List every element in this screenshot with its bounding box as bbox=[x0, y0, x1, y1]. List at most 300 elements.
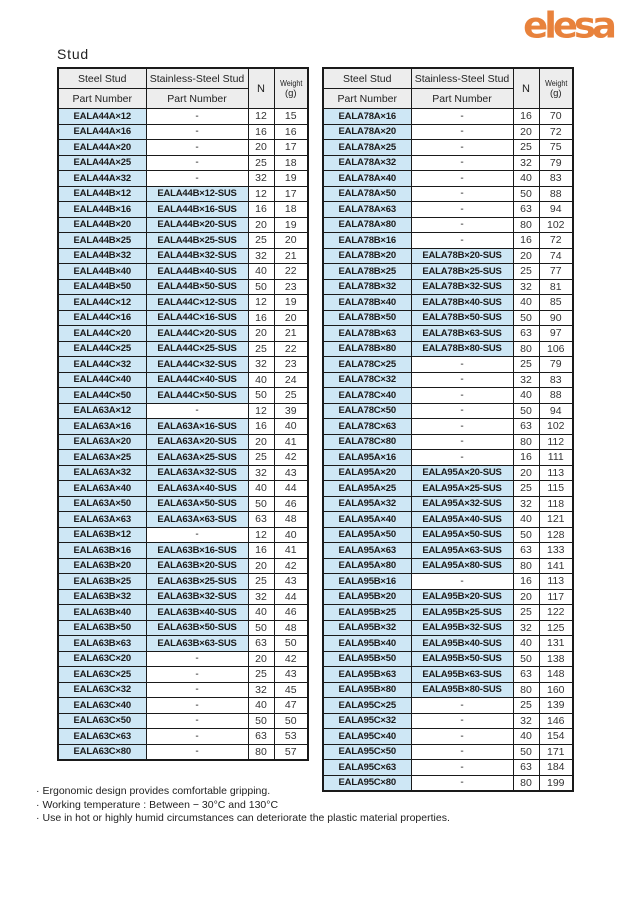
table-header bbox=[323, 68, 573, 109]
weight-cell: 40 bbox=[274, 527, 308, 543]
n-cell: 32 bbox=[248, 589, 274, 605]
steel-part-cell: EALA95A×25 bbox=[323, 481, 411, 497]
steel-part-cell: EALA63A×40 bbox=[58, 481, 146, 497]
table-row bbox=[58, 233, 308, 249]
weight-cell: 102 bbox=[539, 217, 573, 233]
weight-cell: 43 bbox=[274, 667, 308, 683]
table-header bbox=[58, 68, 308, 109]
n-cell: 50 bbox=[248, 279, 274, 295]
weight-cell: 46 bbox=[274, 605, 308, 621]
weight-label: Weight bbox=[544, 78, 567, 88]
weight-cell: 83 bbox=[539, 372, 573, 388]
weight-cell: 94 bbox=[539, 202, 573, 218]
sus-part-cell: EALA78B×20-SUS bbox=[411, 248, 513, 264]
table-row bbox=[58, 698, 308, 714]
table-row bbox=[58, 496, 308, 512]
note-humidity-warning bbox=[36, 812, 450, 826]
table-row bbox=[58, 341, 308, 357]
steel-part-cell: EALA78B×63 bbox=[323, 326, 411, 342]
table-row bbox=[58, 171, 308, 187]
steel-part-cell: EALA63C×63 bbox=[58, 729, 146, 745]
table-row bbox=[323, 512, 573, 528]
table-row bbox=[323, 357, 573, 373]
steel-part-cell: EALA95B×63 bbox=[323, 667, 411, 683]
n-cell: 16 bbox=[248, 419, 274, 435]
steel-part-cell: EALA95B×20 bbox=[323, 589, 411, 605]
weight-cell: 141 bbox=[539, 558, 573, 574]
col-header-part-number-stainless: Part Number bbox=[146, 89, 248, 109]
weight-cell: 22 bbox=[274, 264, 308, 280]
weight-cell: 43 bbox=[274, 574, 308, 590]
note-text: Working temperature : Between − 30°C and 130°C bbox=[42, 798, 279, 811]
sus-part-cell: EALA95B×20-SUS bbox=[411, 589, 513, 605]
n-cell: 16 bbox=[248, 124, 274, 140]
n-cell: 63 bbox=[513, 419, 539, 435]
page-title: Stud bbox=[57, 46, 89, 62]
steel-part-cell: EALA78B×50 bbox=[323, 310, 411, 326]
n-cell: 63 bbox=[513, 202, 539, 218]
table-row bbox=[323, 295, 573, 311]
n-cell: 50 bbox=[513, 186, 539, 202]
n-cell: 32 bbox=[248, 465, 274, 481]
steel-part-cell: EALA44B×32 bbox=[58, 248, 146, 264]
table-row bbox=[58, 372, 308, 388]
weight-cell: 41 bbox=[274, 434, 308, 450]
col-header-part-number-steel: Part Number bbox=[58, 89, 146, 109]
n-cell: 63 bbox=[248, 512, 274, 528]
weight-cell: 23 bbox=[274, 357, 308, 373]
steel-part-cell: EALA44C×25 bbox=[58, 341, 146, 357]
n-cell: 12 bbox=[248, 295, 274, 311]
n-cell: 25 bbox=[248, 667, 274, 683]
steel-part-cell: EALA95A×20 bbox=[323, 465, 411, 481]
steel-part-cell: EALA63B×16 bbox=[58, 543, 146, 559]
steel-part-cell: EALA44A×25 bbox=[58, 155, 146, 171]
weight-cell: 18 bbox=[274, 202, 308, 218]
sus-dash-cell: - bbox=[411, 388, 513, 404]
table-row bbox=[323, 248, 573, 264]
weight-cell: 45 bbox=[274, 682, 308, 698]
col-header-stainless-stud: Stainless-Steel Stud bbox=[411, 68, 513, 89]
table-row bbox=[323, 527, 573, 543]
footnotes bbox=[36, 785, 450, 826]
n-cell: 63 bbox=[513, 667, 539, 683]
steel-part-cell: EALA44C×12 bbox=[58, 295, 146, 311]
sus-dash-cell: - bbox=[411, 434, 513, 450]
steel-part-cell: EALA95B×50 bbox=[323, 651, 411, 667]
steel-part-cell: EALA63B×32 bbox=[58, 589, 146, 605]
sus-part-cell: EALA63B×20-SUS bbox=[146, 558, 248, 574]
sus-part-cell: EALA44C×20-SUS bbox=[146, 326, 248, 342]
steel-part-cell: EALA63B×12 bbox=[58, 527, 146, 543]
weight-cell: 79 bbox=[539, 155, 573, 171]
n-cell: 32 bbox=[513, 713, 539, 729]
n-cell: 32 bbox=[513, 372, 539, 388]
steel-part-cell: EALA95C×32 bbox=[323, 713, 411, 729]
n-cell: 32 bbox=[248, 171, 274, 187]
table-row bbox=[323, 419, 573, 435]
steel-part-cell: EALA78B×32 bbox=[323, 279, 411, 295]
n-cell: 32 bbox=[248, 682, 274, 698]
steel-part-cell: EALA44A×32 bbox=[58, 171, 146, 187]
table-row bbox=[323, 667, 573, 683]
steel-part-cell: EALA63A×32 bbox=[58, 465, 146, 481]
n-cell: 80 bbox=[513, 775, 539, 791]
sus-part-cell: EALA63B×16-SUS bbox=[146, 543, 248, 559]
weight-cell: 88 bbox=[539, 186, 573, 202]
weight-cell: 50 bbox=[274, 713, 308, 729]
sus-part-cell: EALA44C×25-SUS bbox=[146, 341, 248, 357]
n-cell: 80 bbox=[248, 744, 274, 760]
n-cell: 40 bbox=[513, 729, 539, 745]
table-row bbox=[58, 140, 308, 156]
weight-cell: 70 bbox=[539, 109, 573, 125]
sus-dash-cell: - bbox=[411, 775, 513, 791]
weight-cell: 24 bbox=[274, 372, 308, 388]
weight-cell: 41 bbox=[274, 543, 308, 559]
weight-unit-label: (g) bbox=[549, 87, 562, 99]
weight-cell: 184 bbox=[539, 760, 573, 776]
table-row bbox=[58, 248, 308, 264]
n-cell: 40 bbox=[248, 372, 274, 388]
table-row bbox=[323, 140, 573, 156]
sus-dash-cell: - bbox=[411, 171, 513, 187]
sus-part-cell: EALA44B×16-SUS bbox=[146, 202, 248, 218]
weight-cell: 20 bbox=[274, 233, 308, 249]
steel-part-cell: EALA95A×80 bbox=[323, 558, 411, 574]
table-row bbox=[323, 434, 573, 450]
n-cell: 40 bbox=[248, 264, 274, 280]
steel-part-cell: EALA63A×25 bbox=[58, 450, 146, 466]
weight-cell: 17 bbox=[274, 140, 308, 156]
weight-cell: 74 bbox=[539, 248, 573, 264]
sus-dash-cell: - bbox=[411, 713, 513, 729]
weight-cell: 20 bbox=[274, 310, 308, 326]
table-row bbox=[323, 760, 573, 776]
table-row bbox=[323, 698, 573, 714]
table-row bbox=[323, 481, 573, 497]
sus-dash-cell: - bbox=[146, 527, 248, 543]
n-cell: 40 bbox=[513, 636, 539, 652]
weight-cell: 199 bbox=[539, 775, 573, 791]
table-row bbox=[323, 109, 573, 125]
n-cell: 80 bbox=[513, 558, 539, 574]
weight-cell: 40 bbox=[274, 419, 308, 435]
table-row bbox=[58, 124, 308, 140]
sus-part-cell: EALA63B×50-SUS bbox=[146, 620, 248, 636]
steel-part-cell: EALA78A×25 bbox=[323, 140, 411, 156]
table-row bbox=[58, 636, 308, 652]
sus-dash-cell: - bbox=[146, 744, 248, 760]
steel-part-cell: EALA44B×50 bbox=[58, 279, 146, 295]
sus-part-cell: EALA44B×12-SUS bbox=[146, 186, 248, 202]
n-cell: 16 bbox=[513, 233, 539, 249]
weight-cell: 15 bbox=[274, 109, 308, 125]
n-cell: 20 bbox=[513, 248, 539, 264]
steel-part-cell: EALA44C×32 bbox=[58, 357, 146, 373]
sus-part-cell: EALA63B×25-SUS bbox=[146, 574, 248, 590]
weight-cell: 131 bbox=[539, 636, 573, 652]
weight-cell: 160 bbox=[539, 682, 573, 698]
weight-unit-label: (g) bbox=[284, 87, 297, 99]
steel-part-cell: EALA63A×12 bbox=[58, 403, 146, 419]
bullet-icon: · bbox=[36, 798, 40, 811]
table-row bbox=[58, 186, 308, 202]
n-cell: 50 bbox=[513, 527, 539, 543]
steel-part-cell: EALA95B×16 bbox=[323, 574, 411, 590]
weight-cell: 113 bbox=[539, 465, 573, 481]
weight-cell: 44 bbox=[274, 481, 308, 497]
sus-part-cell: EALA95A×40-SUS bbox=[411, 512, 513, 528]
table-row bbox=[58, 155, 308, 171]
table-row bbox=[58, 403, 308, 419]
table-row bbox=[323, 310, 573, 326]
steel-part-cell: EALA44B×40 bbox=[58, 264, 146, 280]
table-row bbox=[323, 372, 573, 388]
sus-dash-cell: - bbox=[411, 155, 513, 171]
weight-cell: 83 bbox=[539, 171, 573, 187]
col-header-part-number-stainless: Part Number bbox=[411, 89, 513, 109]
steel-part-cell: EALA44C×50 bbox=[58, 388, 146, 404]
steel-part-cell: EALA78A×80 bbox=[323, 217, 411, 233]
weight-cell: 19 bbox=[274, 295, 308, 311]
weight-cell: 16 bbox=[274, 124, 308, 140]
steel-part-cell: EALA95A×63 bbox=[323, 543, 411, 559]
weight-cell: 19 bbox=[274, 171, 308, 187]
table-row bbox=[58, 264, 308, 280]
steel-part-cell: EALA78A×50 bbox=[323, 186, 411, 202]
table-row bbox=[323, 186, 573, 202]
col-header-part-number-steel: Part Number bbox=[323, 89, 411, 109]
weight-cell: 113 bbox=[539, 574, 573, 590]
weight-cell: 21 bbox=[274, 248, 308, 264]
weight-cell: 42 bbox=[274, 651, 308, 667]
table-row bbox=[58, 202, 308, 218]
n-cell: 50 bbox=[248, 620, 274, 636]
sus-dash-cell: - bbox=[146, 140, 248, 156]
sus-part-cell: EALA78B×25-SUS bbox=[411, 264, 513, 280]
table-row bbox=[58, 326, 308, 342]
sus-dash-cell: - bbox=[411, 233, 513, 249]
stud-table-left bbox=[57, 67, 309, 761]
steel-part-cell: EALA63A×20 bbox=[58, 434, 146, 450]
n-cell: 32 bbox=[513, 155, 539, 171]
table-row bbox=[58, 713, 308, 729]
table-row bbox=[58, 729, 308, 745]
table-row bbox=[323, 341, 573, 357]
sus-part-cell: EALA95A×20-SUS bbox=[411, 465, 513, 481]
steel-part-cell: EALA95C×63 bbox=[323, 760, 411, 776]
table-row bbox=[58, 279, 308, 295]
weight-cell: 125 bbox=[539, 620, 573, 636]
sus-part-cell: EALA44C×50-SUS bbox=[146, 388, 248, 404]
n-cell: 25 bbox=[513, 140, 539, 156]
steel-part-cell: EALA78C×80 bbox=[323, 434, 411, 450]
sus-dash-cell: - bbox=[411, 574, 513, 590]
table-row bbox=[323, 543, 573, 559]
note-text: Ergonomic design provides comfortable gripping. bbox=[42, 785, 271, 797]
steel-part-cell: EALA63B×50 bbox=[58, 620, 146, 636]
col-header-n: N bbox=[513, 68, 539, 109]
weight-cell: 39 bbox=[274, 403, 308, 419]
table-row bbox=[323, 713, 573, 729]
sus-dash-cell: - bbox=[411, 698, 513, 714]
weight-cell: 138 bbox=[539, 651, 573, 667]
n-cell: 20 bbox=[513, 124, 539, 140]
weight-cell: 154 bbox=[539, 729, 573, 745]
table-row bbox=[323, 264, 573, 280]
steel-part-cell: EALA63C×80 bbox=[58, 744, 146, 760]
n-cell: 50 bbox=[513, 744, 539, 760]
sus-part-cell: EALA78B×32-SUS bbox=[411, 279, 513, 295]
sus-part-cell: EALA63A×25-SUS bbox=[146, 450, 248, 466]
weight-cell: 94 bbox=[539, 403, 573, 419]
sus-dash-cell: - bbox=[146, 682, 248, 698]
weight-cell: 81 bbox=[539, 279, 573, 295]
steel-part-cell: EALA44B×25 bbox=[58, 233, 146, 249]
table-row bbox=[323, 155, 573, 171]
sus-part-cell: EALA95A×32-SUS bbox=[411, 496, 513, 512]
sus-dash-cell: - bbox=[146, 171, 248, 187]
weight-cell: 102 bbox=[539, 419, 573, 435]
weight-cell: 128 bbox=[539, 527, 573, 543]
steel-part-cell: EALA78A×63 bbox=[323, 202, 411, 218]
steel-part-cell: EALA78C×25 bbox=[323, 357, 411, 373]
table-row bbox=[323, 403, 573, 419]
sus-part-cell: EALA63A×20-SUS bbox=[146, 434, 248, 450]
sus-dash-cell: - bbox=[146, 109, 248, 125]
steel-part-cell: EALA78B×16 bbox=[323, 233, 411, 249]
n-cell: 80 bbox=[513, 217, 539, 233]
n-cell: 50 bbox=[248, 496, 274, 512]
n-cell: 25 bbox=[248, 341, 274, 357]
n-cell: 25 bbox=[513, 264, 539, 280]
note-working-temperature bbox=[36, 799, 450, 813]
sus-dash-cell: - bbox=[411, 202, 513, 218]
table-row bbox=[323, 729, 573, 745]
sus-dash-cell: - bbox=[146, 124, 248, 140]
n-cell: 25 bbox=[513, 357, 539, 373]
note-ergonomic bbox=[36, 785, 450, 799]
n-cell: 25 bbox=[248, 574, 274, 590]
table-row bbox=[58, 450, 308, 466]
n-cell: 80 bbox=[513, 682, 539, 698]
weight-cell: 22 bbox=[274, 341, 308, 357]
col-header-steel-stud: Steel Stud bbox=[323, 68, 411, 89]
n-cell: 32 bbox=[248, 357, 274, 373]
n-cell: 32 bbox=[513, 620, 539, 636]
steel-part-cell: EALA95B×40 bbox=[323, 636, 411, 652]
weight-cell: 171 bbox=[539, 744, 573, 760]
sus-part-cell: EALA44C×12-SUS bbox=[146, 295, 248, 311]
weight-cell: 118 bbox=[539, 496, 573, 512]
weight-cell: 44 bbox=[274, 589, 308, 605]
steel-part-cell: EALA63A×50 bbox=[58, 496, 146, 512]
table-row bbox=[323, 465, 573, 481]
sus-part-cell: EALA95A×80-SUS bbox=[411, 558, 513, 574]
weight-cell: 50 bbox=[274, 636, 308, 652]
elesa-logo: elesa bbox=[523, 5, 613, 46]
table-row bbox=[58, 527, 308, 543]
sus-dash-cell: - bbox=[146, 667, 248, 683]
sus-part-cell: EALA78B×80-SUS bbox=[411, 341, 513, 357]
steel-part-cell: EALA95B×32 bbox=[323, 620, 411, 636]
n-cell: 16 bbox=[513, 450, 539, 466]
table-row bbox=[58, 419, 308, 435]
sus-dash-cell: - bbox=[146, 155, 248, 171]
n-cell: 63 bbox=[513, 760, 539, 776]
steel-part-cell: EALA63C×50 bbox=[58, 713, 146, 729]
n-cell: 40 bbox=[513, 512, 539, 528]
table-row bbox=[323, 388, 573, 404]
sus-part-cell: EALA44B×40-SUS bbox=[146, 264, 248, 280]
sus-part-cell: EALA78B×40-SUS bbox=[411, 295, 513, 311]
n-cell: 12 bbox=[248, 527, 274, 543]
steel-part-cell: EALA95B×25 bbox=[323, 605, 411, 621]
weight-cell: 48 bbox=[274, 620, 308, 636]
n-cell: 50 bbox=[248, 388, 274, 404]
steel-part-cell: EALA78A×20 bbox=[323, 124, 411, 140]
n-cell: 63 bbox=[248, 729, 274, 745]
steel-part-cell: EALA44B×12 bbox=[58, 186, 146, 202]
steel-part-cell: EALA78B×25 bbox=[323, 264, 411, 280]
table-row bbox=[323, 326, 573, 342]
weight-cell: 43 bbox=[274, 465, 308, 481]
n-cell: 50 bbox=[513, 403, 539, 419]
weight-cell: 17 bbox=[274, 186, 308, 202]
n-cell: 20 bbox=[513, 465, 539, 481]
n-cell: 20 bbox=[248, 326, 274, 342]
steel-part-cell: EALA95B×80 bbox=[323, 682, 411, 698]
steel-part-cell: EALA78C×40 bbox=[323, 388, 411, 404]
n-cell: 20 bbox=[248, 434, 274, 450]
sus-dash-cell: - bbox=[411, 760, 513, 776]
table-row bbox=[323, 589, 573, 605]
sus-dash-cell: - bbox=[146, 713, 248, 729]
sus-dash-cell: - bbox=[411, 217, 513, 233]
n-cell: 12 bbox=[248, 403, 274, 419]
steel-part-cell: EALA63B×40 bbox=[58, 605, 146, 621]
weight-cell: 90 bbox=[539, 310, 573, 326]
weight-cell: 121 bbox=[539, 512, 573, 528]
steel-part-cell: EALA44B×20 bbox=[58, 217, 146, 233]
steel-part-cell: EALA44C×20 bbox=[58, 326, 146, 342]
weight-cell: 122 bbox=[539, 605, 573, 621]
sus-part-cell: EALA44B×20-SUS bbox=[146, 217, 248, 233]
table-row bbox=[58, 651, 308, 667]
sus-part-cell: EALA44B×25-SUS bbox=[146, 233, 248, 249]
weight-cell: 75 bbox=[539, 140, 573, 156]
col-header-stainless-stud: Stainless-Steel Stud bbox=[146, 68, 248, 89]
table-row bbox=[58, 465, 308, 481]
sus-part-cell: EALA95B×32-SUS bbox=[411, 620, 513, 636]
n-cell: 16 bbox=[248, 543, 274, 559]
table-row bbox=[323, 450, 573, 466]
weight-cell: 72 bbox=[539, 124, 573, 140]
n-cell: 25 bbox=[248, 450, 274, 466]
steel-part-cell: EALA95C×40 bbox=[323, 729, 411, 745]
table-row bbox=[58, 744, 308, 760]
n-cell: 25 bbox=[248, 155, 274, 171]
table-row bbox=[58, 434, 308, 450]
sus-part-cell: EALA78B×50-SUS bbox=[411, 310, 513, 326]
steel-part-cell: EALA95C×50 bbox=[323, 744, 411, 760]
sus-dash-cell: - bbox=[411, 357, 513, 373]
weight-cell: 21 bbox=[274, 326, 308, 342]
n-cell: 40 bbox=[248, 698, 274, 714]
n-cell: 80 bbox=[513, 434, 539, 450]
n-cell: 20 bbox=[248, 558, 274, 574]
